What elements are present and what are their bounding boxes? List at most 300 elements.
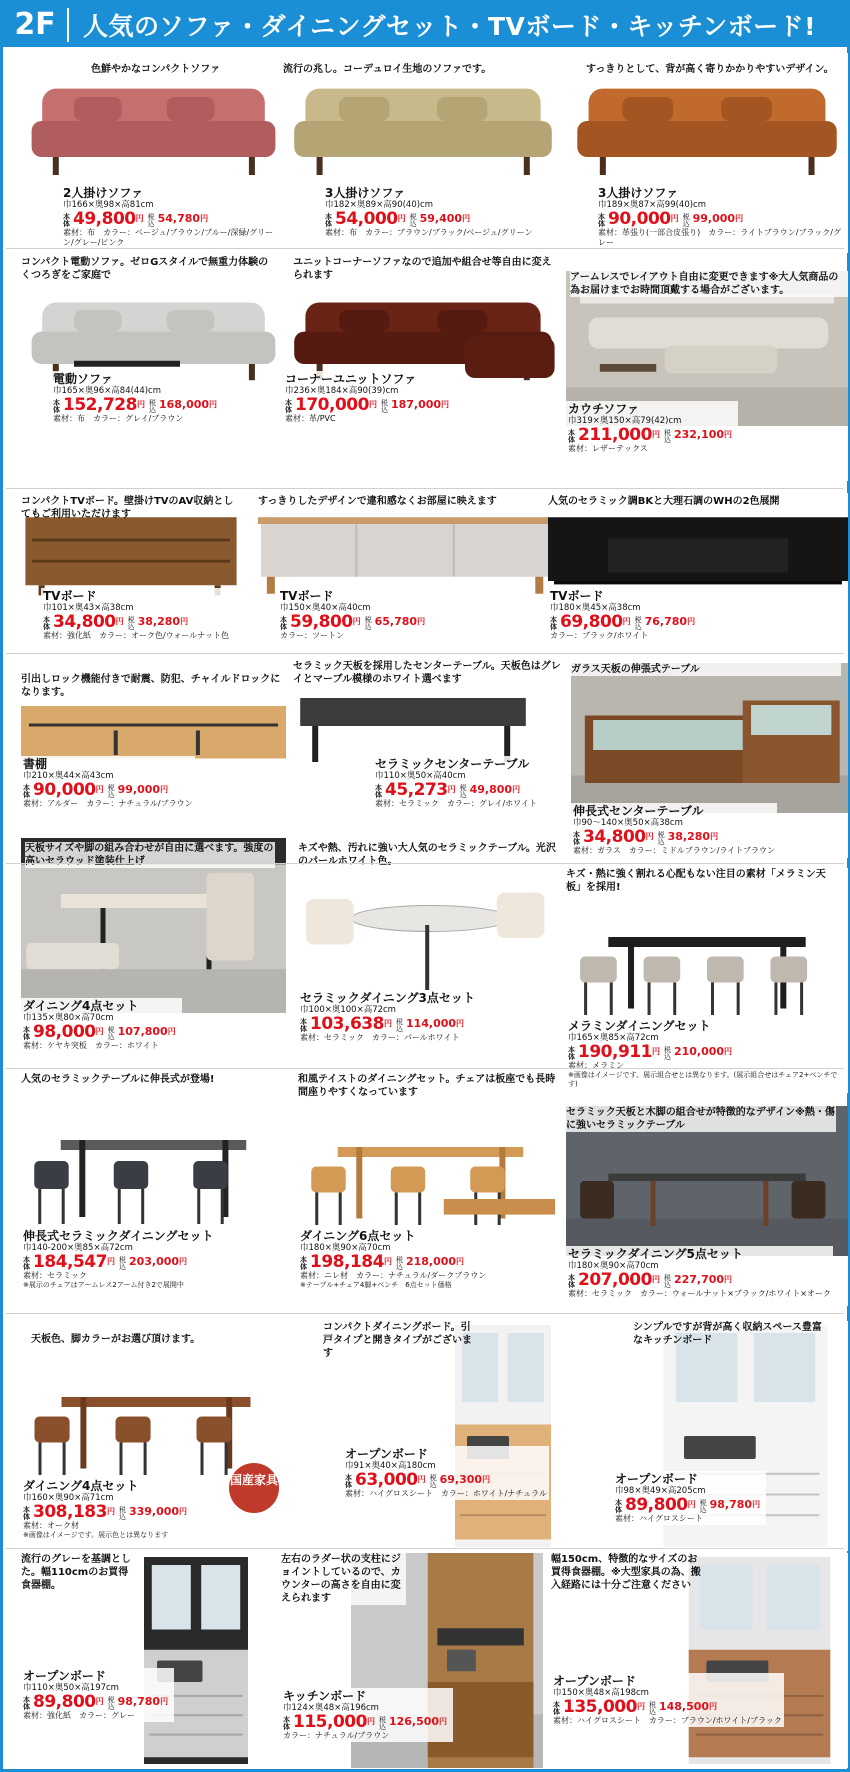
price-label: 本体 — [23, 1026, 30, 1041]
yen-mark: 円 — [724, 430, 733, 439]
yen-mark: 円 — [115, 617, 124, 626]
price-base: 63,000 — [355, 1470, 418, 1490]
product-material: 素材：強化紙 カラー：グレー — [23, 1711, 135, 1720]
price-tax-included: 126,500 — [388, 1715, 440, 1728]
tax-label: 税込 — [107, 784, 115, 799]
price-label: 本体 — [345, 1474, 352, 1489]
product-dimensions: 巾124×奥48×高196cm — [283, 1703, 379, 1713]
header-banner — [3, 3, 847, 47]
price-label: 本体 — [53, 399, 60, 414]
tax-label: 税込 — [395, 1018, 403, 1033]
tax-label: 税込 — [107, 1696, 115, 1711]
product-dimensions: 巾165×奥85×高72cm — [568, 1033, 659, 1043]
product-caption: コンパクトダイニングボード。引戸タイプと開きタイプがございます — [323, 1322, 472, 1359]
price-base: 34,800 — [53, 612, 116, 632]
product-dimensions: 巾189×奥87×高99(40)cm — [598, 200, 707, 210]
price-tax-included: 114,000 — [405, 1017, 457, 1030]
yen-mark: 円 — [95, 1697, 104, 1706]
price-base: 103,638 — [310, 1014, 384, 1034]
price-label: 本体 — [23, 1256, 30, 1271]
price-base: 90,000 — [608, 209, 671, 229]
price-label: 本体 — [568, 1046, 575, 1061]
product-material: 素材：ハイグロスシート — [615, 1514, 703, 1523]
yen-mark: 円 — [352, 617, 361, 626]
tax-label: 税込 — [657, 831, 665, 846]
product-info — [571, 803, 777, 857]
product-info — [551, 1673, 784, 1727]
tax-label: 税込 — [118, 1506, 126, 1521]
yen-mark: 円 — [462, 214, 471, 223]
product-dimensions: 巾236×奥184×高90(39)cm — [285, 386, 399, 396]
product-dimensions: 巾140-200×奥85×高72cm — [23, 1243, 133, 1253]
price-base: 170,000 — [295, 395, 369, 415]
tax-label: 税込 — [663, 429, 671, 444]
product-info — [343, 1446, 549, 1500]
product-info — [21, 1668, 174, 1722]
product-name: 2人掛けソファ — [63, 186, 144, 200]
product-card[interactable] — [283, 53, 563, 253]
price-label: 本体 — [573, 831, 580, 846]
yen-mark: 円 — [456, 1019, 465, 1028]
yen-mark: 円 — [179, 1507, 188, 1516]
tax-label: 税込 — [634, 616, 642, 631]
yen-mark: 円 — [383, 1019, 392, 1028]
price-tax-included: 69,300 — [439, 1473, 483, 1486]
product-material: 素材：アルダー カラー：ナチュラル/ブラウン — [23, 799, 193, 808]
product-caption: ユニットコーナーソファなので追加や組合せ等自由に変えられます — [293, 257, 552, 281]
price-tax-included: 38,280 — [667, 830, 711, 843]
price-tax-included: 232,100 — [673, 428, 725, 441]
price-label: 本体 — [598, 213, 605, 228]
product-material: 素材：布 カラー：ベージュ/ブラウン/ブルー/深緑/グリーン/グレー/ピンク — [63, 228, 274, 247]
product-name: 3人掛けソファ — [325, 186, 406, 200]
yen-mark: 円 — [106, 1257, 115, 1266]
price-label: 本体 — [43, 616, 50, 631]
price-row — [300, 1015, 475, 1033]
product-material: 素材：革張り(一部合皮張り) カラー：ライトブラウン/ブラック/グレー — [598, 228, 841, 247]
product-name: オープンボード — [23, 1669, 106, 1683]
product-dimensions: 巾165×奥96×高84(44)cm — [53, 386, 162, 396]
product-caption: セラミック天板を採用したセンターテーブル。天板色はグレイとマーブル模様のホワイト選べます — [293, 661, 561, 685]
price-row — [573, 828, 775, 846]
product-info — [281, 1688, 453, 1742]
made-in-japan-badge: 国産家具 — [229, 1463, 279, 1513]
yen-mark: 円 — [366, 1717, 375, 1726]
product-caption: 流行の兆し。コーデュロイ生地のソファです。 — [283, 64, 492, 75]
product-card[interactable] — [21, 838, 286, 1058]
tax-label: 税込 — [380, 399, 388, 414]
product-card[interactable] — [21, 251, 286, 481]
product-caption: 天板色、脚カラーがお選び頂けます。 — [31, 1334, 201, 1345]
product-note: ※画像はイメージです。展示色とは異なります — [23, 1531, 169, 1539]
product-caption: ガラス天板の伸張式テーブル — [571, 663, 841, 676]
yen-mark: 円 — [710, 832, 719, 841]
product-photo — [258, 513, 553, 598]
price-base: 152,728 — [63, 395, 137, 415]
product-caption: シンプルですが背が高く収納スペース豊富なキッチンボード — [633, 1322, 822, 1346]
price-row — [568, 1043, 844, 1061]
yen-mark: 円 — [209, 400, 218, 409]
product-caption: 引出しロック機能付きで耐震、防犯、チャイルドロックになります。 — [21, 674, 281, 698]
price-tax-included: 99,000 — [117, 783, 161, 796]
product-dimensions: 巾91×奥40×高180cm — [345, 1461, 436, 1471]
product-caption: アームレスでレイアウト自由に変更できます※大人気商品の為お届けまでお時間頂戴する場合がございます。 — [570, 271, 848, 297]
product-photo — [21, 67, 286, 187]
product-note: ※画像はイメージです。展示組合せとは異なります。(展示組合せはチェア2+ベンチです) — [568, 1071, 838, 1088]
product-card[interactable] — [548, 493, 848, 663]
yen-mark: 円 — [441, 400, 450, 409]
price-row — [345, 1471, 547, 1489]
product-card[interactable] — [21, 53, 286, 253]
price-label: 本体 — [550, 616, 557, 631]
product-name: カウチソファ — [568, 402, 640, 416]
tax-label: 税込 — [107, 1026, 115, 1041]
price-tax-included: 203,000 — [128, 1255, 180, 1268]
price-row — [43, 613, 229, 631]
product-name: 3人掛けソファ — [598, 186, 679, 200]
product-card[interactable] — [21, 671, 286, 843]
product-dimensions: 巾210×奥44×高43cm — [23, 771, 114, 781]
yen-mark: 円 — [136, 400, 145, 409]
product-caption: 左右のラダー状の支柱にジョイントしているので、カウンターの高さを自由に変えられます — [281, 1553, 406, 1605]
product-photo — [566, 67, 848, 187]
product-card[interactable] — [566, 868, 848, 1093]
product-material: 素材：セラミック カラー：グレイ/ホワイト — [375, 799, 537, 808]
price-tax-included: 218,000 — [405, 1255, 457, 1268]
product-photo — [298, 873, 563, 1003]
product-name: 電動ソファ — [53, 372, 113, 386]
product-material: カラー：ブラック/ホワイト — [550, 631, 649, 640]
product-info — [323, 185, 534, 239]
product-name: 伸長式センターテーブル — [573, 804, 704, 818]
price-tax-included: 99,000 — [692, 212, 736, 225]
product-card[interactable] — [298, 1073, 563, 1298]
product-photo — [571, 663, 848, 813]
price-row — [63, 210, 282, 228]
product-note: ※展示のチェアはアームレス2アーム付き2で展開中 — [23, 1281, 184, 1289]
product-material: 素材：ガラス カラー：ミドルブラウン/ライトブラウン — [573, 846, 775, 855]
price-base: 49,800 — [73, 209, 136, 229]
price-tax-included: 339,000 — [128, 1505, 180, 1518]
price-base: 98,000 — [33, 1022, 96, 1042]
tax-label: 税込 — [118, 1256, 126, 1271]
price-row — [23, 1693, 172, 1711]
product-material: 素材：セラミック カラー：パールホワイト — [300, 1033, 460, 1042]
product-material: 素材：メラミン — [568, 1061, 624, 1070]
product-material: 素材：ハイグロスシート カラー：ブラウン/ホワイト/ブラック — [553, 1716, 782, 1725]
price-tax-included: 49,800 — [469, 783, 513, 796]
yen-mark: 円 — [439, 1717, 448, 1726]
price-row — [615, 1496, 764, 1514]
price-base: 211,000 — [578, 425, 652, 445]
product-info — [566, 1246, 833, 1300]
product-card[interactable] — [283, 251, 563, 481]
product-info — [566, 1018, 846, 1090]
product-card[interactable] — [293, 658, 563, 843]
yen-mark: 円 — [160, 1697, 169, 1706]
tax-label: 税込 — [127, 616, 135, 631]
price-base: 59,800 — [290, 612, 353, 632]
product-dimensions: 巾110×奥50×高197cm — [23, 1683, 119, 1693]
product-photo — [298, 1108, 563, 1238]
price-tax-included: 107,800 — [117, 1025, 168, 1038]
price-label: 本体 — [615, 1499, 622, 1514]
product-dimensions: 巾150×奥40×高40cm — [280, 603, 371, 613]
price-tax-included: 148,500 — [658, 1700, 710, 1713]
price-label: 本体 — [63, 213, 70, 228]
product-material: 素材：布 カラー：グレイ/ブラウン — [53, 414, 184, 423]
price-base: 207,000 — [578, 1270, 652, 1290]
section-divider — [6, 1313, 844, 1314]
yen-mark: 円 — [135, 214, 144, 223]
tax-label: 税込 — [459, 784, 467, 799]
product-info — [613, 1471, 766, 1525]
tax-label: 税込 — [699, 1499, 707, 1514]
price-base: 135,000 — [563, 1697, 637, 1717]
product-card[interactable] — [258, 493, 553, 663]
yen-mark: 円 — [512, 785, 521, 794]
price-tax-included: 38,280 — [137, 615, 181, 628]
price-row — [553, 1698, 782, 1716]
product-name: 伸長式セラミックダイニングセット — [23, 1229, 214, 1243]
price-label: 本体 — [300, 1018, 307, 1033]
product-material: 素材：ケヤキ突板 カラー：ホワイト — [23, 1041, 159, 1050]
product-material: 素材：セラミック カラー：ウォールナット×ブラック/ホワイト×オーク — [568, 1289, 831, 1298]
price-base: 190,911 — [578, 1042, 652, 1062]
yen-mark: 円 — [180, 617, 189, 626]
yen-mark: 円 — [95, 1027, 104, 1036]
product-card[interactable] — [551, 1553, 848, 1768]
product-caption: 人気のセラミック調BKと大理石調のWHの2色展開 — [548, 496, 780, 507]
product-info — [566, 401, 738, 455]
price-base: 69,800 — [560, 612, 623, 632]
product-name: ダイニング4点セット — [23, 1479, 139, 1493]
yen-mark: 円 — [447, 785, 456, 794]
price-row — [285, 396, 453, 414]
yen-mark: 円 — [687, 1500, 696, 1509]
product-material: カラー：ナチュラル/ブラウン — [283, 1731, 390, 1740]
product-card[interactable] — [323, 1321, 563, 1551]
product-dimensions: 巾150×奥48×高198cm — [553, 1688, 649, 1698]
price-tax-included: 187,000 — [390, 398, 442, 411]
product-card[interactable] — [281, 1553, 543, 1768]
price-row — [280, 613, 429, 631]
price-row — [375, 781, 537, 799]
product-name: TVボード — [550, 589, 604, 603]
product-caption: 和風テイストのダイニングセット。チェアは板座でも長時間座りやすくなっています — [298, 1074, 556, 1098]
product-info — [298, 990, 477, 1044]
price-row — [23, 1503, 191, 1521]
price-label: 本体 — [23, 1696, 30, 1711]
product-dimensions: 巾90～140×奥50×高38cm — [573, 818, 683, 828]
price-base: 90,000 — [33, 780, 96, 800]
price-base: 308,183 — [33, 1502, 107, 1522]
product-dimensions: 巾180×奥45×高38cm — [550, 603, 641, 613]
product-dimensions: 巾182×奥89×高90(40)cm — [325, 200, 434, 210]
yen-mark: 円 — [200, 214, 209, 223]
product-material: 素材：強化紙 カラー：オーク色/ウォールナット色 — [43, 631, 230, 640]
product-name: セラミックダイニング5点セット — [568, 1247, 743, 1261]
page-title: 人気のソファ・ダイニングセット・TVボード・キッチンボード! — [83, 12, 817, 41]
product-caption: キズや熱、汚れに強い大人気のセラミックテーブル。光沢のパールホワイト色。 — [298, 843, 556, 867]
product-material: 素材：セラミック — [23, 1271, 87, 1280]
product-material: カラー：ツートン — [280, 631, 344, 640]
section-divider — [6, 488, 844, 489]
tax-label: 税込 — [147, 213, 155, 228]
product-card[interactable] — [21, 493, 286, 663]
yen-mark: 円 — [735, 214, 744, 223]
tax-label: 税込 — [648, 1701, 656, 1716]
yen-mark: 円 — [482, 1475, 491, 1484]
yen-mark: 円 — [417, 617, 426, 626]
price-tax-included: 98,780 — [117, 1695, 161, 1708]
product-name: オープンボード — [345, 1447, 428, 1461]
yen-mark: 円 — [645, 832, 654, 841]
yen-mark: 円 — [456, 1257, 465, 1266]
tax-label: 税込 — [395, 1256, 403, 1271]
product-card[interactable] — [21, 1553, 261, 1768]
product-name: キッチンボード — [283, 1689, 367, 1703]
product-photo — [548, 513, 848, 598]
price-base: 198,184 — [310, 1252, 384, 1272]
product-info — [373, 756, 539, 810]
product-caption: 幅150cm、特徴的なサイズのお買得食器棚。※大型家具の為、搬入経路には十分ご注意ください — [551, 1554, 701, 1591]
product-card[interactable] — [21, 1073, 286, 1289]
yen-mark: 円 — [670, 214, 679, 223]
tax-label: 税込 — [663, 1274, 671, 1289]
yen-mark: 円 — [368, 400, 377, 409]
product-caption: 色鮮やかなコンパクトソファ — [91, 64, 221, 75]
price-label: 本体 — [23, 1506, 30, 1521]
product-caption: コンパクトTVボード。壁掛けTVのAV収納としてもご利用いただけます — [21, 496, 234, 520]
price-tax-included: 76,780 — [644, 615, 688, 628]
yen-mark: 円 — [724, 1047, 733, 1056]
product-caption: コンパクト電動ソファ。ゼロGスタイルで無重力体験のくつろぎをご家庭で — [21, 257, 269, 281]
product-card[interactable] — [603, 1321, 848, 1551]
product-card[interactable] — [566, 1106, 848, 1306]
section-divider — [6, 653, 844, 654]
price-row — [23, 781, 193, 799]
price-tax-included: 59,400 — [419, 212, 463, 225]
product-caption: 天板サイズや脚の組み合わせが自由に選べます。強度の高いセラウッド塗装仕上げ — [25, 843, 274, 867]
yen-mark: 円 — [167, 1027, 176, 1036]
yen-mark: 円 — [179, 1257, 188, 1266]
price-label: 本体 — [568, 1274, 575, 1289]
product-dimensions: 巾319×奥150×高79(42)cm — [568, 416, 682, 426]
tax-label: 税込 — [148, 399, 156, 414]
price-row — [53, 396, 221, 414]
price-tax-included: 227,700 — [673, 1273, 725, 1286]
tax-label: 税込 — [364, 616, 372, 631]
product-card[interactable] — [571, 663, 848, 858]
product-info — [21, 1478, 193, 1541]
product-info — [548, 588, 701, 642]
product-caption: キズ・熱に強く割れる心配もない注目の素材「メラミン天板」を採用! — [566, 869, 826, 893]
yen-mark: 円 — [651, 1047, 660, 1056]
section-divider — [6, 248, 844, 249]
price-tax-included: 210,000 — [673, 1045, 725, 1058]
product-name: ダイニング4点セット — [23, 999, 139, 1013]
yen-mark: 円 — [651, 1275, 660, 1284]
product-name: オープンボード — [553, 1674, 636, 1688]
product-dimensions: 巾180×奥90×高70cm — [568, 1261, 659, 1271]
product-card[interactable] — [566, 271, 848, 481]
price-base: 45,273 — [385, 780, 448, 800]
yen-mark: 円 — [687, 617, 696, 626]
product-photo — [283, 67, 563, 187]
price-base: 184,547 — [33, 1252, 107, 1272]
product-caption: 人気のセラミックテーブルに伸長式が登場! — [21, 1074, 215, 1085]
price-base: 89,800 — [33, 1692, 96, 1712]
product-info — [21, 998, 182, 1052]
product-material: 素材：ニレ材 カラー：ナチュラル/ダークブラウン — [300, 1271, 487, 1280]
tax-label: 税込 — [378, 1716, 386, 1731]
yen-mark: 円 — [622, 617, 631, 626]
product-caption: すっきりとして、背が高く寄りかかりやすいデザイン。 — [586, 64, 834, 75]
price-base: 115,000 — [293, 1712, 367, 1732]
price-tax-included: 98,780 — [709, 1498, 753, 1511]
price-tax-included: 54,780 — [157, 212, 201, 225]
product-info — [61, 185, 284, 249]
product-card[interactable] — [21, 1333, 291, 1543]
product-dimensions: 巾180×奥90×高70cm — [300, 1243, 391, 1253]
price-label: 本体 — [553, 1701, 560, 1716]
price-row — [568, 1271, 831, 1289]
yen-mark: 円 — [383, 1257, 392, 1266]
price-label: 本体 — [280, 616, 287, 631]
product-info — [41, 588, 231, 642]
product-info — [298, 1228, 488, 1291]
yen-mark: 円 — [651, 430, 660, 439]
product-name: TVボード — [43, 589, 97, 603]
tax-label: 税込 — [682, 213, 690, 228]
product-dimensions: 巾110×奥50×高40cm — [375, 771, 466, 781]
product-photo — [131, 1553, 261, 1768]
product-name: セラミックダイニング3点セット — [300, 991, 475, 1005]
product-material: 素材：布 カラー：ブラウン/ブラック/ベージュ/グリーン — [325, 228, 533, 237]
yen-mark: 円 — [724, 1275, 733, 1284]
floor-label: 2F — [3, 8, 69, 42]
product-caption: 流行のグレーを基調とした。幅110cmのお買得食器棚。 — [21, 1554, 131, 1591]
product-dimensions: 巾98×奥49×高205cm — [615, 1486, 706, 1496]
price-label: 本体 — [283, 1716, 290, 1731]
price-label: 本体 — [375, 784, 382, 799]
product-card[interactable] — [298, 838, 563, 1058]
yen-mark: 円 — [417, 1475, 426, 1484]
tax-label: 税込 — [663, 1046, 671, 1061]
price-base: 54,000 — [335, 209, 398, 229]
price-row — [23, 1023, 180, 1041]
product-dimensions: 巾101×奥43×高38cm — [43, 603, 134, 613]
product-info — [51, 371, 223, 425]
price-label: 本体 — [325, 213, 332, 228]
product-caption: すっきりしたデザインで違和感なくお部屋に映えます — [258, 496, 497, 507]
product-card[interactable] — [566, 53, 848, 253]
product-caption: セラミック天板と木脚の組合せが特徴的なデザイン※熱・傷に強いセラミックテーブル — [566, 1107, 835, 1131]
product-info — [283, 371, 455, 425]
price-row — [598, 210, 844, 228]
price-row — [283, 1713, 451, 1731]
section-divider — [6, 863, 844, 864]
tax-label: 税込 — [429, 1474, 437, 1489]
product-info — [278, 588, 431, 642]
yen-mark: 円 — [752, 1500, 761, 1509]
product-info — [596, 185, 846, 249]
product-name: ダイニング6点セット — [300, 1229, 416, 1243]
price-base: 34,800 — [583, 827, 646, 847]
product-dimensions: 巾160×奥90×高71cm — [23, 1493, 114, 1503]
yen-mark: 円 — [95, 785, 104, 794]
